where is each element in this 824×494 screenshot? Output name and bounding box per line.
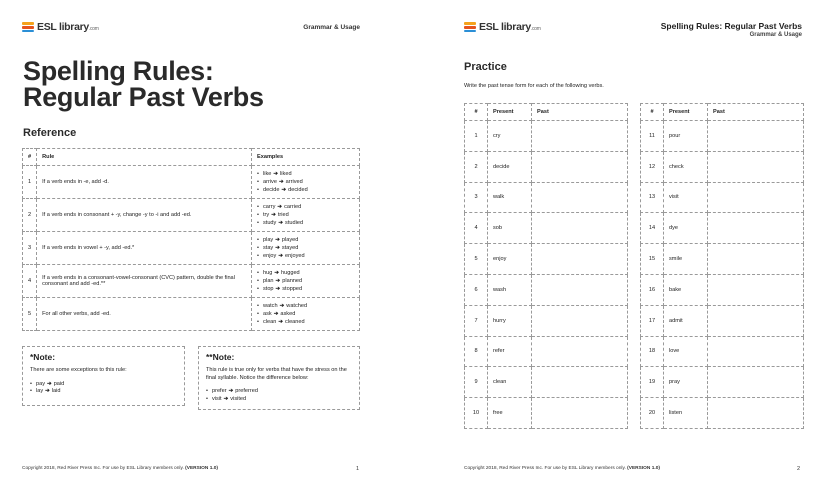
reference-row — [23, 199, 360, 232]
example-past: visited — [230, 395, 247, 402]
practice-table-right — [640, 103, 804, 429]
example-past: studied — [285, 220, 304, 227]
example-item — [30, 388, 177, 396]
example-item — [257, 219, 354, 227]
example-item — [257, 178, 354, 186]
present-verb: wash — [488, 274, 532, 305]
logo-brand-text: ESL library — [479, 21, 531, 33]
practice-number: 19 — [641, 367, 664, 398]
present-verb: pour — [664, 121, 708, 152]
practice-number: 6 — [465, 274, 488, 305]
example-item — [257, 318, 354, 326]
practice-row — [641, 151, 804, 182]
rule-number: 5 — [23, 298, 37, 331]
col-header-present: Present — [488, 104, 532, 121]
note-title: *Note: — [30, 352, 56, 362]
practice-row — [465, 121, 628, 152]
page-title-line-2: Regular Past Verbs — [23, 82, 264, 112]
example-present: stop — [262, 286, 274, 293]
page-number: 1 — [356, 466, 360, 472]
practice-number: 12 — [641, 151, 664, 182]
arrow-right-icon: ➔ — [223, 395, 229, 402]
reference-row — [23, 232, 360, 265]
practice-row — [465, 367, 628, 398]
practice-row — [641, 398, 804, 429]
col-header-number: # — [23, 149, 37, 166]
present-verb: love — [664, 336, 708, 367]
example-past: laid — [51, 388, 61, 394]
present-verb: clean — [488, 367, 532, 398]
practice-number: 3 — [465, 182, 488, 213]
example-item — [257, 203, 354, 211]
esl-library-logo[interactable] — [22, 21, 99, 33]
practice-number: 18 — [641, 336, 664, 367]
arrow-right-icon: ➔ — [274, 269, 279, 276]
past-answer-field[interactable] — [532, 182, 628, 213]
practice-number: 5 — [465, 244, 488, 275]
rule-text: If a verb ends in a consonant-vowel-consonant (CVC) pattern, double the final consonant and add -ed.** — [37, 265, 252, 298]
example-present: pay — [35, 380, 45, 387]
present-verb: listen — [664, 398, 708, 429]
example-item — [206, 388, 352, 396]
note-body: There are some exceptions to this rule: — [30, 367, 127, 373]
example-present: enjoy — [262, 253, 277, 260]
arrow-right-icon: ➔ — [273, 170, 279, 177]
page-number: 2 — [797, 466, 801, 472]
example-present: prefer — [211, 388, 227, 394]
arrow-right-icon: ➔ — [278, 253, 284, 260]
page-title — [23, 58, 264, 110]
practice-table-header — [641, 104, 804, 121]
example-list — [257, 302, 354, 327]
present-verb: free — [488, 398, 532, 429]
rule-number: 4 — [23, 265, 37, 298]
example-past: carried — [284, 203, 302, 210]
practice-row — [465, 336, 628, 367]
note-body: This rule is true only for verbs that have the stress on the final syllable. Notice the difference below: — [206, 367, 347, 381]
reference-row — [23, 265, 360, 298]
col-header-present: Present — [664, 104, 708, 121]
practice-row — [465, 151, 628, 182]
esl-library-logo[interactable] — [464, 21, 541, 33]
example-present: decide — [262, 187, 280, 194]
arrow-right-icon: ➔ — [278, 319, 284, 326]
example-present: ask — [262, 310, 272, 317]
practice-number: 15 — [641, 244, 664, 275]
past-answer-field[interactable] — [532, 151, 628, 182]
practice-number: 9 — [465, 367, 488, 398]
footer-version: (VERSION 1.0) — [185, 466, 218, 471]
rule-number: 3 — [23, 232, 37, 265]
practice-number: 7 — [465, 305, 488, 336]
rule-text: If a verb ends in vowel + -y, add -ed.* — [37, 232, 252, 265]
example-item — [257, 211, 354, 219]
example-item — [30, 381, 177, 389]
practice-number: 1 — [465, 121, 488, 152]
practice-row — [465, 398, 628, 429]
practice-heading: Practice — [464, 61, 507, 73]
example-item — [257, 310, 354, 318]
logo-suffix-text: .com — [88, 26, 99, 32]
note-title: **Note: — [206, 352, 235, 362]
example-past: watched — [286, 302, 308, 309]
arrow-right-icon: ➔ — [273, 310, 279, 317]
example-present: hug — [262, 269, 273, 276]
example-item — [257, 170, 354, 178]
practice-row — [465, 274, 628, 305]
example-item — [257, 186, 354, 194]
practice-table-left — [464, 103, 628, 429]
present-verb: admit — [664, 305, 708, 336]
present-verb: check — [664, 151, 708, 182]
col-header-past: Past — [532, 104, 628, 121]
rule-text: If a verb ends in -e, add -d. — [37, 166, 252, 199]
footer-version: (VERSION 1.0) — [627, 466, 660, 471]
example-past: tried — [277, 211, 289, 218]
reference-table — [22, 148, 360, 331]
past-answer-field[interactable] — [532, 367, 628, 398]
example-present: carry — [262, 203, 276, 210]
past-answer-field[interactable] — [708, 213, 804, 244]
arrow-right-icon: ➔ — [278, 178, 284, 185]
example-present: lay — [35, 388, 44, 394]
example-past: paid — [53, 380, 65, 387]
past-answer-field[interactable] — [532, 274, 628, 305]
practice-row — [641, 367, 804, 398]
practice-row — [641, 121, 804, 152]
example-past: arrived — [285, 178, 303, 185]
practice-number: 8 — [465, 336, 488, 367]
logo-brand-text: ESL library — [37, 21, 89, 33]
present-verb: pray — [664, 367, 708, 398]
rule-examples — [252, 232, 360, 265]
note-list — [30, 381, 177, 396]
col-header-rule: Rule — [37, 149, 252, 166]
reference-row — [23, 166, 360, 199]
practice-row — [465, 213, 628, 244]
col-header-number: # — [641, 104, 664, 121]
present-verb: visit — [664, 182, 708, 213]
present-verb: cry — [488, 121, 532, 152]
practice-number: 14 — [641, 213, 664, 244]
example-past: stayed — [281, 244, 299, 251]
example-past: planned — [282, 277, 303, 284]
present-verb: bake — [664, 274, 708, 305]
book-stack-icon — [22, 22, 34, 32]
past-answer-field[interactable] — [708, 151, 804, 182]
reference-row — [23, 298, 360, 331]
example-present: clean — [262, 319, 277, 326]
arrow-right-icon: ➔ — [277, 203, 283, 210]
past-answer-field[interactable] — [708, 182, 804, 213]
arrow-right-icon: ➔ — [45, 388, 50, 394]
practice-number: 10 — [465, 398, 488, 429]
rule-examples — [252, 199, 360, 232]
example-item — [257, 252, 354, 260]
past-answer-field[interactable] — [532, 213, 628, 244]
rule-examples — [252, 166, 360, 199]
footer-copyright — [464, 466, 660, 471]
arrow-right-icon: ➔ — [275, 286, 281, 293]
col-header-examples: Examples — [252, 149, 360, 166]
practice-number: 11 — [641, 121, 664, 152]
example-past: played — [281, 236, 299, 243]
example-past: stopped — [282, 286, 303, 293]
col-header-number: # — [465, 104, 488, 121]
practice-row — [641, 244, 804, 275]
header-title: Spelling Rules: Regular Past Verbs — [660, 21, 802, 31]
example-list — [257, 203, 354, 228]
example-present: like — [262, 170, 272, 177]
past-answer-field[interactable] — [532, 398, 628, 429]
present-verb: enjoy — [488, 244, 532, 275]
example-past: liked — [280, 170, 292, 177]
past-answer-field[interactable] — [708, 367, 804, 398]
footer-copyright — [22, 466, 218, 471]
past-answer-field[interactable] — [532, 244, 628, 275]
arrow-right-icon: ➔ — [275, 236, 280, 243]
footer-text: Copyright 2018, Red River Press Inc. For use by ESL Library members only. — [464, 466, 626, 471]
practice-instructions: Write the past tense form for each of the following verbs. — [464, 83, 604, 89]
practice-row — [641, 336, 804, 367]
example-present: plan — [262, 277, 274, 284]
rule-examples — [252, 265, 360, 298]
past-answer-field[interactable] — [708, 398, 804, 429]
example-present: study — [262, 220, 277, 227]
arrow-right-icon: ➔ — [275, 244, 280, 251]
example-past: hugged — [281, 269, 300, 276]
practice-row — [641, 213, 804, 244]
arrow-right-icon: ➔ — [278, 220, 284, 227]
example-list — [257, 269, 354, 294]
example-present: visit — [211, 395, 222, 402]
practice-number: 4 — [465, 213, 488, 244]
practice-number: 13 — [641, 182, 664, 213]
present-verb: sob — [488, 213, 532, 244]
example-present: try — [262, 211, 270, 218]
past-answer-field[interactable] — [532, 305, 628, 336]
past-answer-field[interactable] — [708, 336, 804, 367]
practice-number: 17 — [641, 305, 664, 336]
page-header — [661, 21, 802, 38]
page-title-line-1: Spelling Rules: — [23, 56, 214, 86]
example-item — [257, 302, 354, 310]
practice-number: 16 — [641, 274, 664, 305]
rule-text: For all other verbs, add -ed. — [37, 298, 252, 331]
example-item — [257, 277, 354, 285]
example-present: play — [262, 236, 274, 243]
example-present: arrive — [262, 178, 277, 185]
present-verb: walk — [488, 182, 532, 213]
past-answer-field[interactable] — [532, 121, 628, 152]
example-present: watch — [262, 302, 278, 309]
present-verb: refer — [488, 336, 532, 367]
logo-suffix-text: .com — [530, 26, 541, 32]
example-past: cleaned — [285, 319, 305, 326]
note-exceptions — [22, 346, 185, 406]
rule-number: 2 — [23, 199, 37, 232]
example-list — [257, 170, 354, 195]
practice-number: 20 — [641, 398, 664, 429]
arrow-right-icon: ➔ — [47, 380, 52, 387]
header-category: Grammar & Usage — [303, 24, 360, 31]
note-list — [206, 388, 352, 403]
example-past: asked — [280, 310, 296, 317]
book-stack-icon — [464, 22, 476, 32]
reference-table-header — [23, 149, 360, 166]
reference-heading: Reference — [23, 127, 77, 139]
past-answer-field[interactable] — [708, 121, 804, 152]
arrow-right-icon: ➔ — [228, 388, 234, 394]
arrow-right-icon: ➔ — [271, 211, 276, 218]
header-category: Grammar & Usage — [749, 32, 802, 38]
col-header-past: Past — [708, 104, 804, 121]
present-verb: smile — [664, 244, 708, 275]
practice-row — [465, 244, 628, 275]
example-past: decided — [288, 187, 308, 194]
present-verb: hurry — [488, 305, 532, 336]
example-past: enjoyed — [285, 253, 305, 260]
practice-row — [465, 182, 628, 213]
example-item — [206, 396, 352, 404]
example-item — [257, 285, 354, 293]
practice-row — [641, 182, 804, 213]
note-stress — [198, 346, 360, 410]
past-answer-field[interactable] — [708, 305, 804, 336]
rule-text: If a verb ends in consonant + -y, change -y to -i and add -ed. — [37, 199, 252, 232]
example-item — [257, 269, 354, 277]
example-item — [257, 236, 354, 244]
footer-text: Copyright 2018, Red River Press Inc. For use by ESL Library members only. — [22, 466, 184, 471]
example-list — [257, 236, 354, 261]
past-answer-field[interactable] — [532, 336, 628, 367]
practice-row — [465, 305, 628, 336]
practice-row — [641, 274, 804, 305]
arrow-right-icon: ➔ — [279, 302, 285, 309]
rule-number: 1 — [23, 166, 37, 199]
present-verb: decide — [488, 151, 532, 182]
practice-table-header — [465, 104, 628, 121]
practice-row — [641, 305, 804, 336]
present-verb: dye — [664, 213, 708, 244]
past-answer-field[interactable] — [708, 274, 804, 305]
practice-number: 2 — [465, 151, 488, 182]
arrow-right-icon: ➔ — [275, 277, 281, 284]
example-past: preferred — [235, 388, 258, 394]
arrow-right-icon: ➔ — [281, 187, 287, 194]
past-answer-field[interactable] — [708, 244, 804, 275]
example-item — [257, 244, 354, 252]
example-present: stay — [262, 244, 274, 251]
rule-examples — [252, 298, 360, 331]
